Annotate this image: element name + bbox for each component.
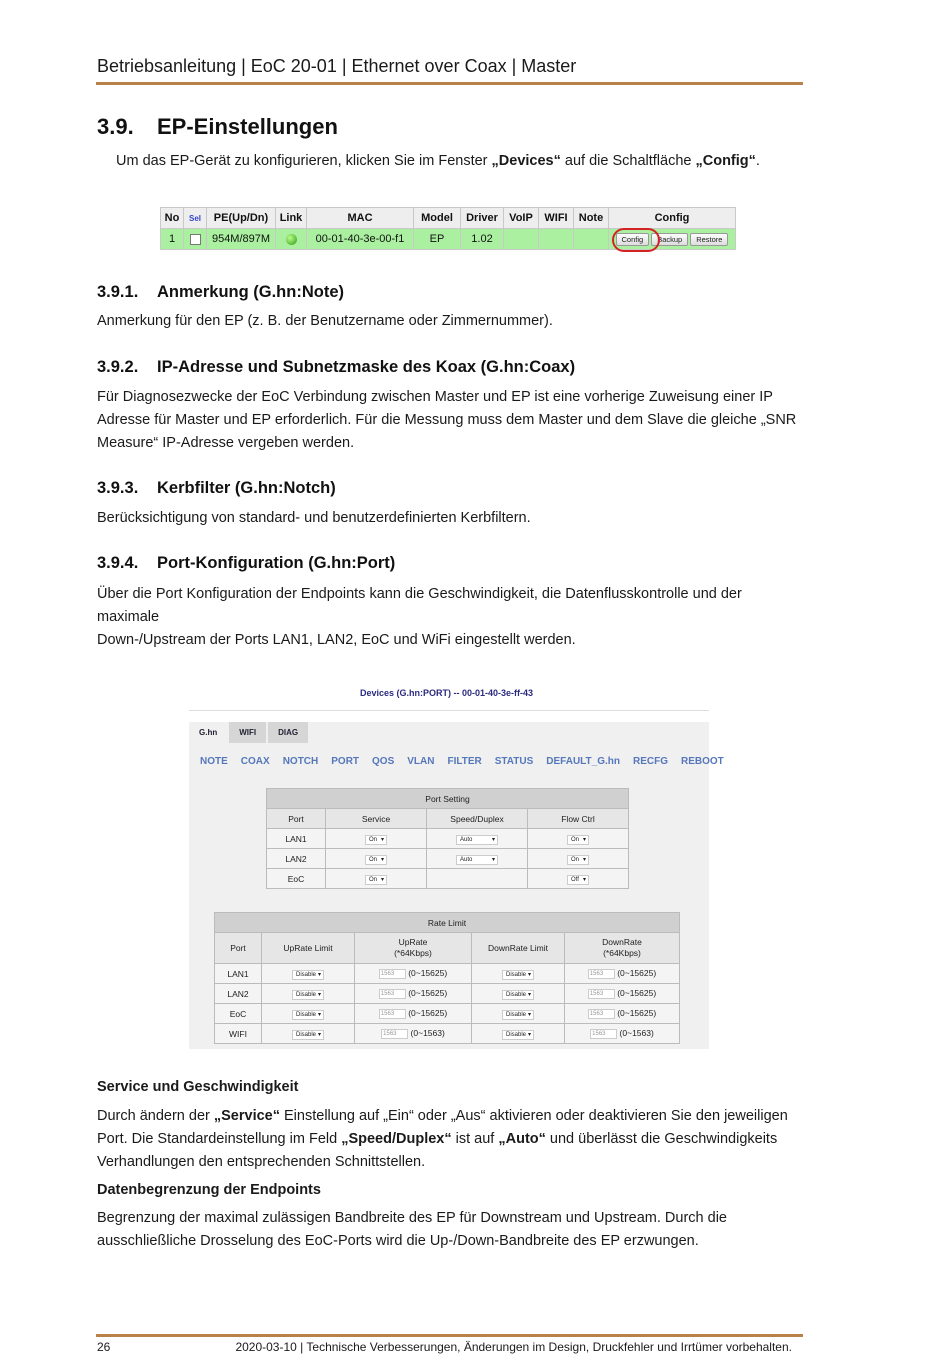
text-run-bold: „Service“ (213, 1108, 280, 1124)
col-flow: Flow Ctrl (528, 809, 629, 829)
intro-devices: „Devices“ (491, 153, 561, 169)
menu-status[interactable]: STATUS (494, 756, 534, 767)
downrate-limit-cell (472, 984, 565, 1004)
service-select[interactable]: On ▾ (365, 875, 387, 885)
table-row (215, 1004, 680, 1024)
flow-select[interactable]: On ▾ (567, 855, 589, 865)
speed-select[interactable]: Auto ▾ (456, 835, 498, 845)
col-model: Model (414, 208, 461, 229)
col-driver: Driver (461, 208, 504, 229)
cell-link (276, 229, 307, 250)
col-note: Note (574, 208, 609, 229)
text-line: Über die Port Konfiguration der Endpoints kann die Geschwindigkeit, die Datenflusskontrolle und der maximale (97, 586, 742, 625)
section-title (97, 114, 338, 140)
page-number: 26 (97, 1340, 111, 1354)
uprate-range: (0~15625) (408, 988, 448, 999)
cell-pe: 954M/897M (207, 229, 276, 250)
uprate-limit-select[interactable]: Disable ▾ (292, 1010, 324, 1020)
uprate-limit-cell (262, 1004, 355, 1024)
uprate-limit-select[interactable]: Disable ▾ (292, 970, 324, 980)
uprate-limit-cell (262, 984, 355, 1004)
uprate-limit-cell (262, 964, 355, 984)
service-cell (326, 829, 427, 849)
col-sel: Sel (184, 208, 207, 229)
col-port: Port (267, 809, 326, 829)
port-screen-tabs (189, 722, 310, 743)
col-uprate (355, 933, 472, 964)
service-select[interactable]: On ▾ (365, 835, 387, 845)
subsection-coax-text (97, 386, 807, 455)
port-label: EoC (215, 1004, 262, 1024)
footer-text: 2020-03-10 | Technische Verbesserungen, Änderungen im Design, Druckfehler und Irrtümer vorbehalten. (235, 1340, 792, 1354)
section-intro (116, 150, 826, 173)
menu-reboot[interactable]: REBOOT (680, 756, 724, 767)
downrate-input[interactable]: 1563 (588, 1009, 615, 1019)
port-setting-table (266, 788, 629, 889)
service-text (97, 1105, 807, 1174)
downrate-limit-select[interactable]: Disable ▾ (502, 1030, 534, 1040)
flow-select[interactable]: On ▾ (567, 835, 589, 845)
menu-coax[interactable]: COAX (240, 756, 270, 767)
port-screen-title: Devices (G.hn:PORT) -- 00-01-40-3e-ff-43 (360, 688, 534, 698)
col-no: No (161, 208, 184, 229)
downrate-input[interactable]: 1563 (588, 969, 615, 979)
uprate-limit-cell (262, 1024, 355, 1044)
uprate-input[interactable]: 1563 (379, 969, 406, 979)
subsection-number: 3.9.3. (97, 479, 139, 497)
subsection-coax-title (97, 358, 575, 377)
flow-cell (528, 829, 629, 849)
text-line: ausschließliche Drosselung des EoC-Ports wird die Up-/Down-Bandbreite des EP erzwungen. (97, 1233, 699, 1249)
section-title-text: EP-Einstellungen (157, 114, 338, 139)
col-downrate (565, 933, 680, 964)
intro-config: „Config“ (695, 153, 756, 169)
downrate-range: (0~15625) (617, 968, 657, 979)
text-run: ist auf (451, 1131, 499, 1147)
downrate-limit-cell (472, 1024, 565, 1044)
text-run-bold: „Auto“ (498, 1131, 546, 1147)
uprate-input[interactable]: 1563 (379, 1009, 406, 1019)
port-screen-divider (189, 710, 709, 711)
uprate-range: (0~15625) (408, 1008, 448, 1019)
flow-cell (528, 849, 629, 869)
subsection-notch-title (97, 479, 336, 498)
link-status-led-icon (286, 234, 297, 245)
col-config: Config (609, 208, 736, 229)
port-label: LAN1 (267, 829, 326, 849)
col-port: Port (215, 933, 262, 964)
intro-text-end: . (755, 153, 760, 169)
port-label: EoC (267, 869, 326, 889)
tab-diag[interactable]: DIAG (268, 722, 308, 743)
col-link: Link (276, 208, 307, 229)
subsection-number: 3.9.2. (97, 358, 139, 376)
downrate-range: (0~1563) (619, 1028, 654, 1039)
menu-recfg[interactable]: RECFG (632, 756, 668, 767)
uprate-range: (0~15625) (408, 968, 448, 979)
service-heading: Service und Geschwindigkeit (97, 1079, 299, 1095)
subsection-note-title (97, 283, 344, 302)
subsection-title-text: Anmerkung (G.hn:Note) (157, 283, 344, 301)
table-row (215, 964, 680, 984)
document-header: Betriebsanleitung | EoC 20-01 | Ethernet over Coax | Master (97, 56, 577, 76)
menu-note[interactable]: NOTE (200, 756, 228, 767)
rate-limit-title: Rate Limit (215, 913, 680, 933)
uprate-input[interactable]: 1563 (381, 1029, 408, 1039)
config-highlight-ring (612, 228, 660, 252)
uprate-range: (0~1563) (410, 1028, 445, 1039)
cell-mac: 00-01-40-3e-00-f1 (307, 229, 414, 250)
col-speed: Speed/Duplex (427, 809, 528, 829)
text-run: und überlässt die Geschwindigkeits (545, 1131, 778, 1147)
header-rule (96, 82, 803, 85)
downrate-cell (565, 964, 680, 984)
tab-wifi[interactable]: WIFI (229, 722, 266, 743)
table-row (215, 984, 680, 1004)
cell-note (574, 229, 609, 250)
text-line: Begrenzung der maximal zulässigen Bandbreite des EP für Downstream und Upstream. Durch die (97, 1210, 727, 1226)
col-voip: VoIP (504, 208, 539, 229)
service-select[interactable]: On ▾ (365, 855, 387, 865)
intro-text-mid: auf die Schaltfläche (560, 153, 696, 169)
intro-text: Um das EP-Gerät zu konfigurieren, klicken Sie im Fenster (116, 153, 492, 169)
footer-rule (96, 1334, 803, 1337)
speed-cell (427, 829, 528, 849)
col-uprate-unit: (*64Kbps) (394, 948, 432, 958)
backup-button[interactable]: Backup (651, 233, 688, 246)
table-row (267, 829, 629, 849)
downrate-limit-select[interactable]: Disable ▾ (502, 1010, 534, 1020)
speed-cell (427, 869, 528, 889)
col-downrate-label: DownRate (602, 937, 642, 947)
port-label: LAN2 (215, 984, 262, 1004)
text-run: Port. Die Standardeinstellung im Feld (97, 1131, 342, 1147)
menu-qos[interactable]: QOS (372, 756, 395, 767)
col-pe: PE(Up/Dn) (207, 208, 276, 229)
speed-select[interactable]: Auto ▾ (456, 855, 498, 865)
uprate-limit-select[interactable]: Disable ▾ (292, 990, 324, 1000)
downrate-input[interactable]: 1563 (590, 1029, 617, 1039)
menu-default-ghn[interactable]: DEFAULT_G.hn (546, 756, 620, 767)
port-label: LAN2 (267, 849, 326, 869)
flow-cell (528, 869, 629, 889)
rate-limit-table (214, 912, 680, 1044)
section-number: 3.9. (97, 114, 134, 139)
service-cell (326, 849, 427, 869)
service-cell (326, 869, 427, 889)
downrate-range: (0~15625) (617, 1008, 657, 1019)
table-row (215, 1024, 680, 1044)
text-line: Verhandlungen den entsprechenden Schnittstellen. (97, 1154, 426, 1170)
subsection-number: 3.9.4. (97, 554, 139, 572)
port-setting-title: Port Setting (267, 789, 629, 809)
text-line: Down-/Upstream der Ports LAN1, LAN2, EoC und WiFi eingestellt werden. (97, 632, 576, 648)
menu-vlan[interactable]: VLAN (407, 756, 435, 767)
table-row (267, 849, 629, 869)
subsection-note-text: Anmerkung für den EP (z. B. der Benutzername oder Zimmernummer). (97, 313, 553, 329)
downrate-limit-select[interactable]: Disable ▾ (502, 990, 534, 1000)
uprate-cell (355, 964, 472, 984)
col-service: Service (326, 809, 427, 829)
col-uprate-limit: UpRate Limit (262, 933, 355, 964)
menu-filter[interactable]: FILTER (447, 756, 482, 767)
subsection-port-title (97, 554, 395, 573)
cell-no: 1 (161, 229, 184, 250)
flow-select[interactable]: Off ▾ (567, 875, 589, 885)
table-row (267, 869, 629, 889)
menu-port[interactable]: PORT (331, 756, 360, 767)
limit-heading: Datenbegrenzung der Endpoints (97, 1182, 321, 1198)
downrate-cell (565, 1004, 680, 1024)
col-downrate-unit: (*64Kbps) (603, 948, 641, 958)
port-label: LAN1 (215, 964, 262, 984)
text-run: Durch ändern der (97, 1108, 214, 1124)
port-label: WIFI (215, 1024, 262, 1044)
text-line (97, 1128, 807, 1151)
text-line: Measure“ IP-Adresse vergeben werden. (97, 435, 355, 451)
uprate-limit-select[interactable]: Disable ▾ (292, 1030, 324, 1040)
subsection-title-text: Port-Konfiguration (G.hn:Port) (157, 554, 396, 572)
col-mac: MAC (307, 208, 414, 229)
cell-driver: 1.02 (461, 229, 504, 250)
limit-text (97, 1207, 807, 1253)
tab-ghn[interactable]: G.hn (189, 722, 227, 743)
speed-cell (427, 849, 528, 869)
subsection-port-text (97, 583, 807, 652)
cell-wifi (539, 229, 574, 250)
downrate-cell (565, 984, 680, 1004)
uprate-cell (355, 1024, 472, 1044)
text-line: Für Diagnosezwecke der EoC Verbindung zwischen Master und EP ist eine vorherige Zuweisung einer IP (97, 389, 773, 405)
select-checkbox[interactable] (190, 234, 201, 245)
uprate-cell (355, 1004, 472, 1024)
cell-model: EP (414, 229, 461, 250)
cell-voip (504, 229, 539, 250)
subsection-number: 3.9.1. (97, 283, 139, 301)
subsection-title-text: IP-Adresse und Subnetzmaske des Koax (G.hn:Coax) (157, 358, 576, 376)
text-run-bold: „Speed/Duplex“ (341, 1131, 452, 1147)
col-wifi: WIFI (539, 208, 574, 229)
uprate-input[interactable]: 1563 (379, 989, 406, 999)
uprate-cell (355, 984, 472, 1004)
text-line: Adresse für Master und EP erforderlich. Für die Messung muss dem Master und dem Slave die gleiche „SNR (97, 412, 797, 428)
downrate-limit-cell (472, 1004, 565, 1024)
port-screen-menu (200, 756, 737, 767)
downrate-cell (565, 1024, 680, 1044)
text-run: Einstellung auf „Ein“ oder „Aus“ aktivieren oder deaktivieren Sie den jeweiligen (279, 1108, 788, 1124)
downrate-input[interactable]: 1563 (588, 989, 615, 999)
col-uprate-label: UpRate (398, 937, 428, 947)
col-downrate-limit: DownRate Limit (472, 933, 565, 964)
text-line (97, 1105, 807, 1128)
subsection-title-text: Kerbfilter (G.hn:Notch) (157, 479, 336, 497)
cell-sel[interactable] (184, 229, 207, 250)
config-button[interactable]: Config (616, 233, 650, 246)
restore-button[interactable]: Restore (690, 233, 728, 246)
downrate-limit-select[interactable]: Disable ▾ (502, 970, 534, 980)
downrate-limit-cell (472, 964, 565, 984)
downrate-range: (0~15625) (617, 988, 657, 999)
menu-notch[interactable]: NOTCH (282, 756, 319, 767)
subsection-notch-text: Berücksichtigung von standard- und benutzerdefinierten Kerbfiltern. (97, 510, 531, 526)
